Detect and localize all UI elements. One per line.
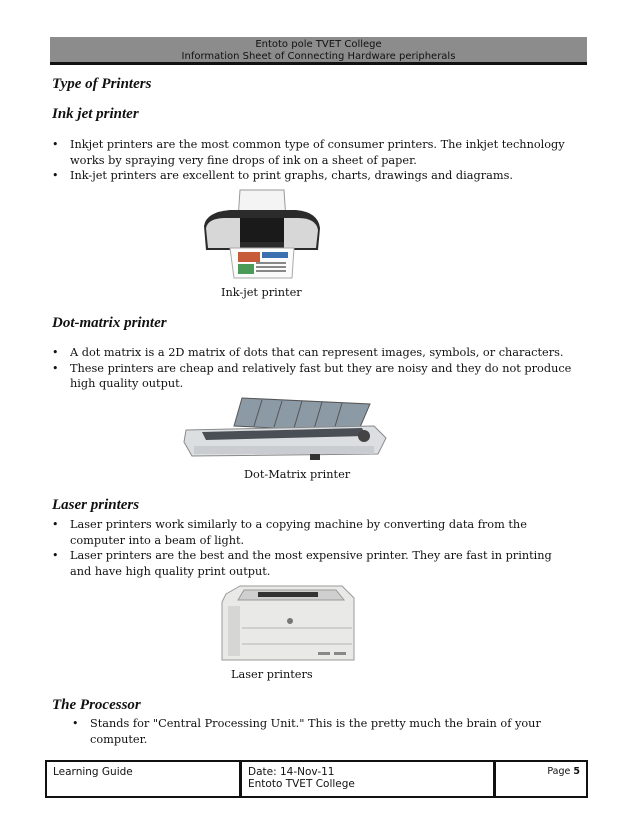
section-laser-title: Laser printers xyxy=(52,497,140,513)
section-processor-title: The Processor xyxy=(52,697,141,713)
footer-college: Entoto TVET College xyxy=(248,778,355,790)
section-inkjet-title: Ink jet printer xyxy=(52,106,139,122)
laser-printer-image xyxy=(218,584,356,664)
footer-date: Date: 14-Nov-11 xyxy=(248,766,335,778)
list-item: • Stands for "Central Processing Unit." This is the pretty much the brain of your computer. xyxy=(72,716,552,747)
section-dotmatrix-title: Dot-matrix printer xyxy=(52,315,167,331)
laser-caption: Laser printers xyxy=(231,668,313,681)
section-types-title: Type of Printers xyxy=(52,76,152,92)
footer-page xyxy=(496,762,586,796)
page-header xyxy=(50,37,587,65)
dotmatrix-bullets xyxy=(52,345,572,392)
inkjet-printer-image xyxy=(200,188,324,282)
inkjet-bullets xyxy=(52,137,572,184)
laser-bullets xyxy=(52,517,572,579)
list-item: • Laser printers are the best and the most expensive printer. They are fast in printing and have high quality print output. xyxy=(52,548,572,579)
page-footer xyxy=(45,760,588,798)
list-item: • These printers are cheap and relatively fast but they are noisy and they do not produce high quality output. xyxy=(52,361,572,392)
header-college: Entoto pole TVET College xyxy=(255,39,382,50)
footer-guide: Learning Guide xyxy=(47,762,242,796)
footer-date-cell xyxy=(242,762,496,796)
list-item: • Inkjet printers are the most common type of consumer printers. The inkjet technology works by spraying very fine drops of ink on a sheet of paper. xyxy=(52,137,572,168)
dotmatrix-printer-image xyxy=(182,396,390,466)
page-label: Page xyxy=(547,766,571,777)
page-number: 5 xyxy=(573,766,580,777)
list-item: • Ink-jet printers are excellent to print graphs, charts, drawings and diagrams. xyxy=(52,168,572,184)
list-item: • A dot matrix is a 2D matrix of dots that can represent images, symbols, or characters. xyxy=(52,345,572,361)
inkjet-caption: Ink-jet printer xyxy=(221,286,302,299)
processor-bullets xyxy=(72,716,552,747)
dotmatrix-caption: Dot-Matrix printer xyxy=(244,468,351,481)
list-item: • Laser printers work similarly to a copying machine by converting data from the computer into a beam of light. xyxy=(52,517,572,548)
header-subtitle: Information Sheet of Connecting Hardware peripherals xyxy=(181,51,456,62)
